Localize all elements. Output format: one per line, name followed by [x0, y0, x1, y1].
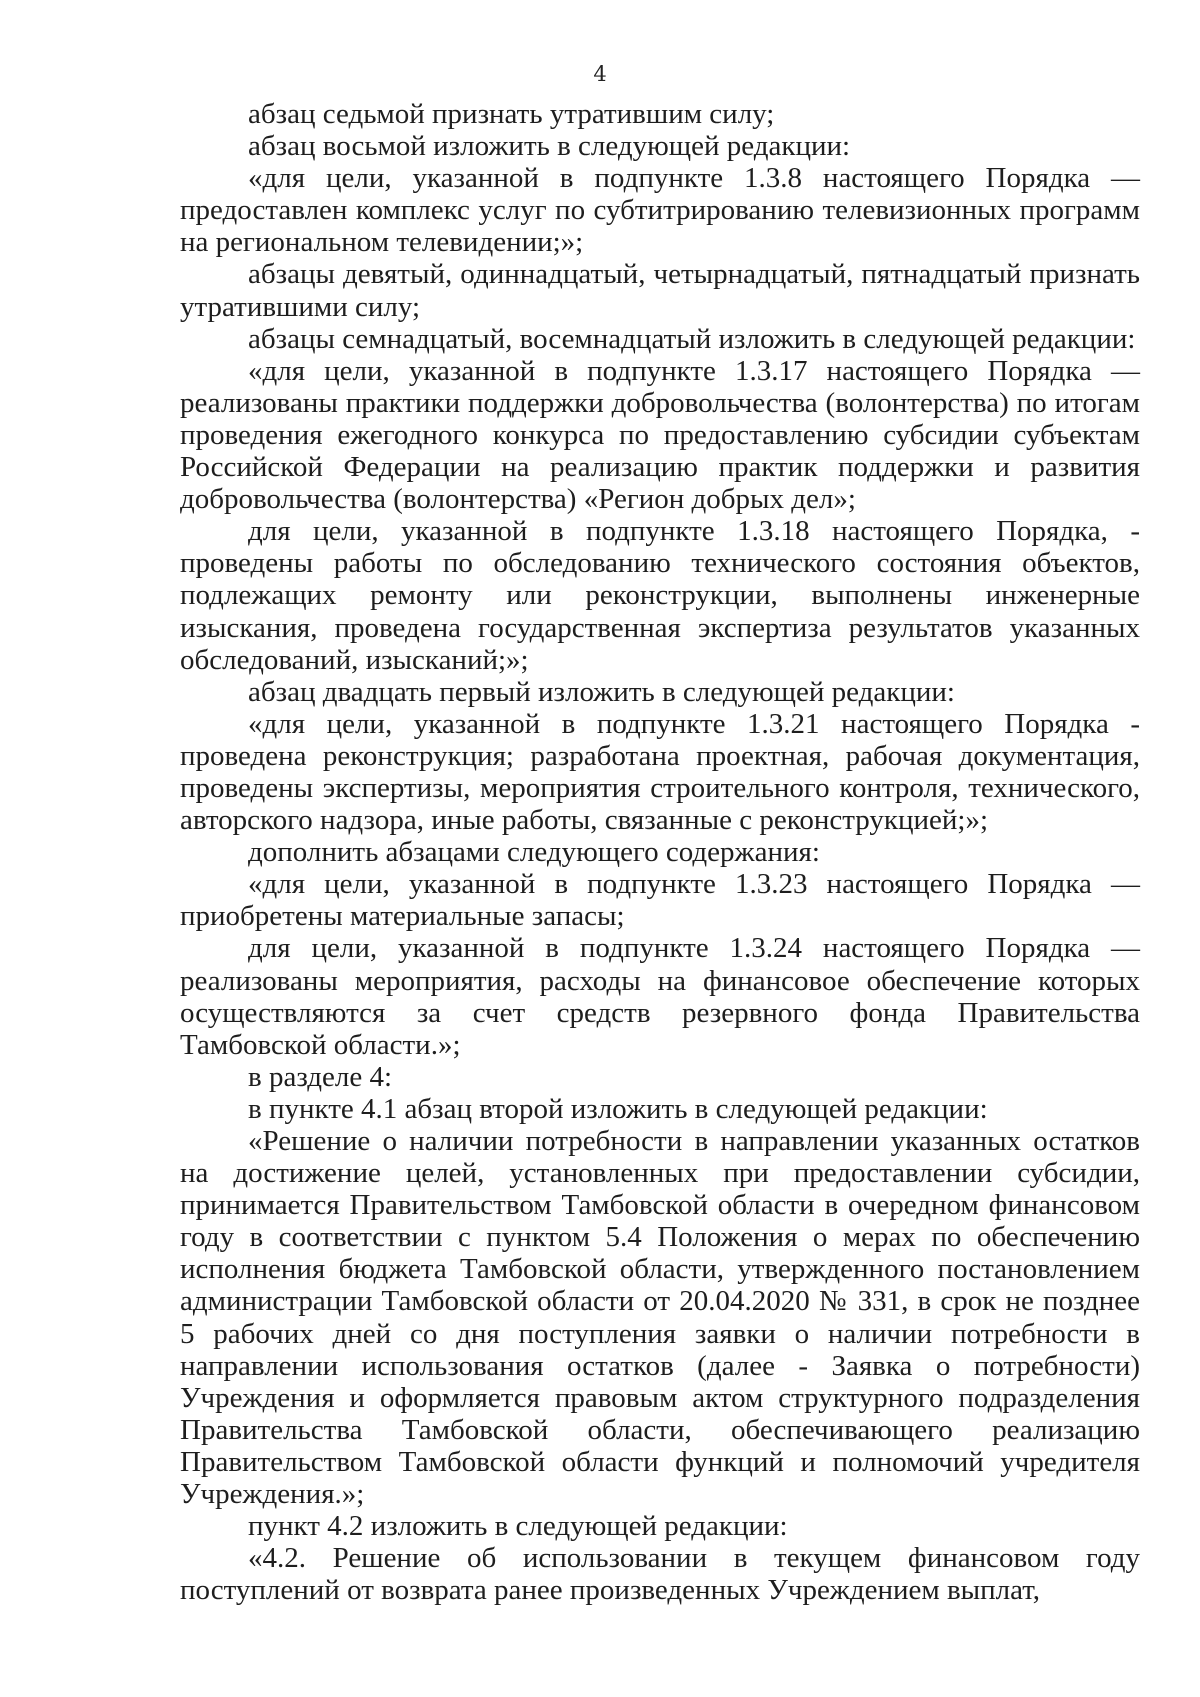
paragraph-14: в пункте 4.1 абзац второй изложить в следующей редакции: [248, 1092, 988, 1125]
paragraph-3: «для цели, указанной в подпункте 1.3.8 настоящего Порядка — предоставлен комплекс услуг по субтитрированию телевизионных программ на региональном телевидении;»; [180, 162, 1140, 259]
paragraph-13: в разделе 4: [248, 1060, 393, 1093]
paragraph-10: дополнить абзацами следующего содержания: [248, 836, 820, 869]
paragraph-17: «4.2. Решение об использовании в текущем финансовом году поступлений от возврата ранее произведенных Учреждением выплат, [180, 1542, 1140, 1607]
paragraph-8: абзац двадцать первый изложить в следующей редакции: [248, 675, 955, 708]
paragraph-5: абзацы семнадцатый, восемнадцатый изложить в следующей редакции: [248, 322, 1136, 355]
paragraph-11: «для цели, указанной в подпункте 1.3.23 настоящего Порядка — приобретены материальные запасы; [180, 868, 1140, 933]
paragraph-1: абзац седьмой признать утратившим силу; [248, 98, 775, 130]
paragraph-6: «для цели, указанной в подпункте 1.3.17 настоящего Порядка — реализованы практики поддержки добровольчества (волонтерства) по итогам проведения ежегодного конкурса по предоставлению субсидии субъектам Российской Федерации на реализацию практик поддержки и развития добровольчества (волонтерства) «Регион добрых дел»; [180, 354, 1140, 516]
paragraph-9: «для цели, указанной в подпункте 1.3.21 настоящего Порядка - проведена реконструкция; разработана проектная, рабочая документация, проведены экспертизы, мероприятия строительного контроля, технического, авторского надзора, иные работы, связанные с реконструкцией;»; [180, 707, 1140, 837]
paragraph-7: для цели, указанной в подпункте 1.3.18 настоящего Порядка, - проведены работы по обследованию технического состояния объектов, подлежащих ремонту или реконструкции, выполнены инженерные изыскания, проведена государственная экспертиза результатов указанных обследований, изысканий;»; [180, 515, 1140, 676]
page-number: 4 [593, 62, 607, 86]
paragraph-15: «Решение о наличии потребности в направлении указанных остатков на достижение целей, установленных при предоставлении субсидии, принимается Правительством Тамбовской области в очередном финансовом году в соответствии с пунктом 5.4 Положения о мерах по обеспечению исполнения бюджета Тамбовской области, утвержденного постановлением администрации Тамбовской области от 20.04.2020 № 331, в срок не позднее 5 рабочих дней со дня поступления заявки о наличии потребности в направлении использования остатков (далее - Заявка о потребности) Учреждения и оформляется правовым актом структурного подразделения Правительства Тамбовской области, обеспечивающего реализацию Правительством Тамбовской области функций и полномочий учредителя Учреждения.»; [180, 1125, 1140, 1511]
paragraph-4: абзацы девятый, одиннадцатый, четырнадцатый, пятнадцатый признать утратившими силу; [180, 258, 1140, 323]
paragraph-16: пункт 4.2 изложить в следующей редакции: [248, 1510, 788, 1543]
paragraph-12: для цели, указанной в подпункте 1.3.24 настоящего Порядка — реализованы мероприятия, расходы на финансовое обеспечение которых осуществляются за счет средств резервного фонда Правительства Тамбовской области.»; [180, 932, 1140, 1061]
document-body [180, 98, 1140, 1606]
paragraph-2: абзац восьмой изложить в следующей редакции: [248, 130, 851, 163]
